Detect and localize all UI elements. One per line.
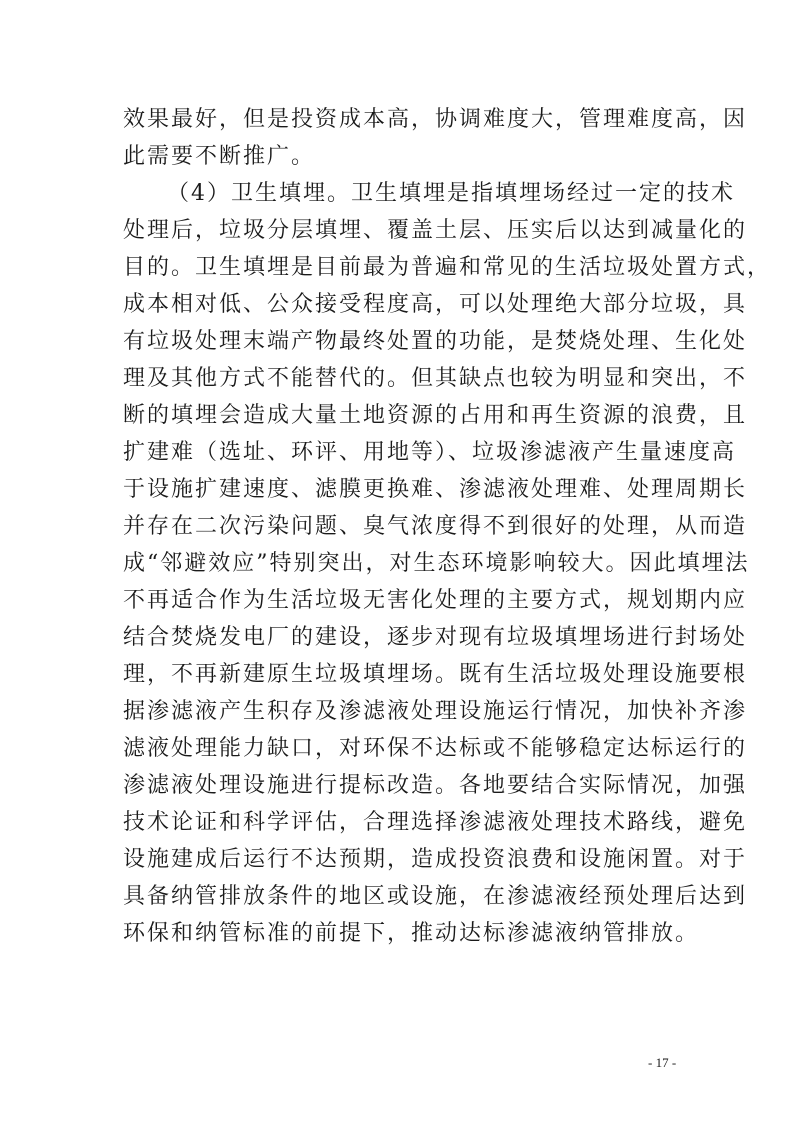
text-line: 渗滤液处理设施进行提标改造。各地要结合实际情况，加强 [123,773,748,798]
text-line: 设施建成后运行不达预期，造成投资浪费和设施闲置。对于 [123,847,748,872]
text-line: 处理后，垃圾分层填埋、覆盖土层、压实后以达到减量化的 [123,218,748,243]
page-number: - 17 - [648,1055,677,1070]
text-line: 理，不再新建原生垃圾填埋场。既有生活垃圾处理设施要根 [123,662,748,687]
text-line: （4）卫生填埋。卫生填埋是指填埋场经过一定的技术 [167,181,735,206]
text-line: 结合焚烧发电厂的建设，逐步对现有垃圾填埋场进行封场处 [123,625,748,650]
text-line: 目的。卫生填埋是目前最为普遍和常见的生活垃圾处置方式， [123,255,772,280]
text-line: 成本相对低、公众接受程度高，可以处理绝大部分垃圾，具 [123,292,748,317]
text-line: 有垃圾处理末端产物最终处置的功能，是焚烧处理、生化处 [123,329,748,354]
text-line: 据渗滤液产生积存及渗滤液处理设施运行情况，加快补齐渗 [123,699,748,724]
text-line: 滤液处理能力缺口，对环保不达标或不能够稳定达标运行的 [123,736,748,761]
text-line: 此需要不断推广。 [123,144,316,169]
body-text [123,101,772,952]
text-line: 理及其他方式不能替代的。但其缺点也较为明显和突出，不 [123,366,748,391]
text-line: 于设施扩建速度、滤膜更换难、渗滤液处理难、处理周期长 [123,477,748,502]
text-line: 环保和纳管标准的前提下，推动达标渗滤液纳管排放。 [123,921,700,946]
text-line: 扩建难（选址、环评、用地等）、垃圾渗滤液产生量速度高 [123,440,737,465]
text-line: 并存在二次污染问题、臭气浓度得不到很好的处理，从而造 [123,514,748,539]
text-line: 技术论证和科学评估，合理选择渗滤液处理技术路线，避免 [123,810,748,835]
text-line: 效果最好，但是投资成本高，协调难度大，管理难度高，因 [123,107,748,132]
text-line: 断的填埋会造成大量土地资源的占用和再生资源的浪费，且 [123,403,748,428]
text-line: 成“邻避效应”特别突出，对生态环境影响较大。因此填埋法 [123,551,750,576]
text-line: 不再适合作为生活垃圾无害化处理的主要方式，规划期内应 [123,588,748,613]
text-line: 具备纳管排放条件的地区或设施，在渗滤液经预处理后达到 [123,884,748,909]
